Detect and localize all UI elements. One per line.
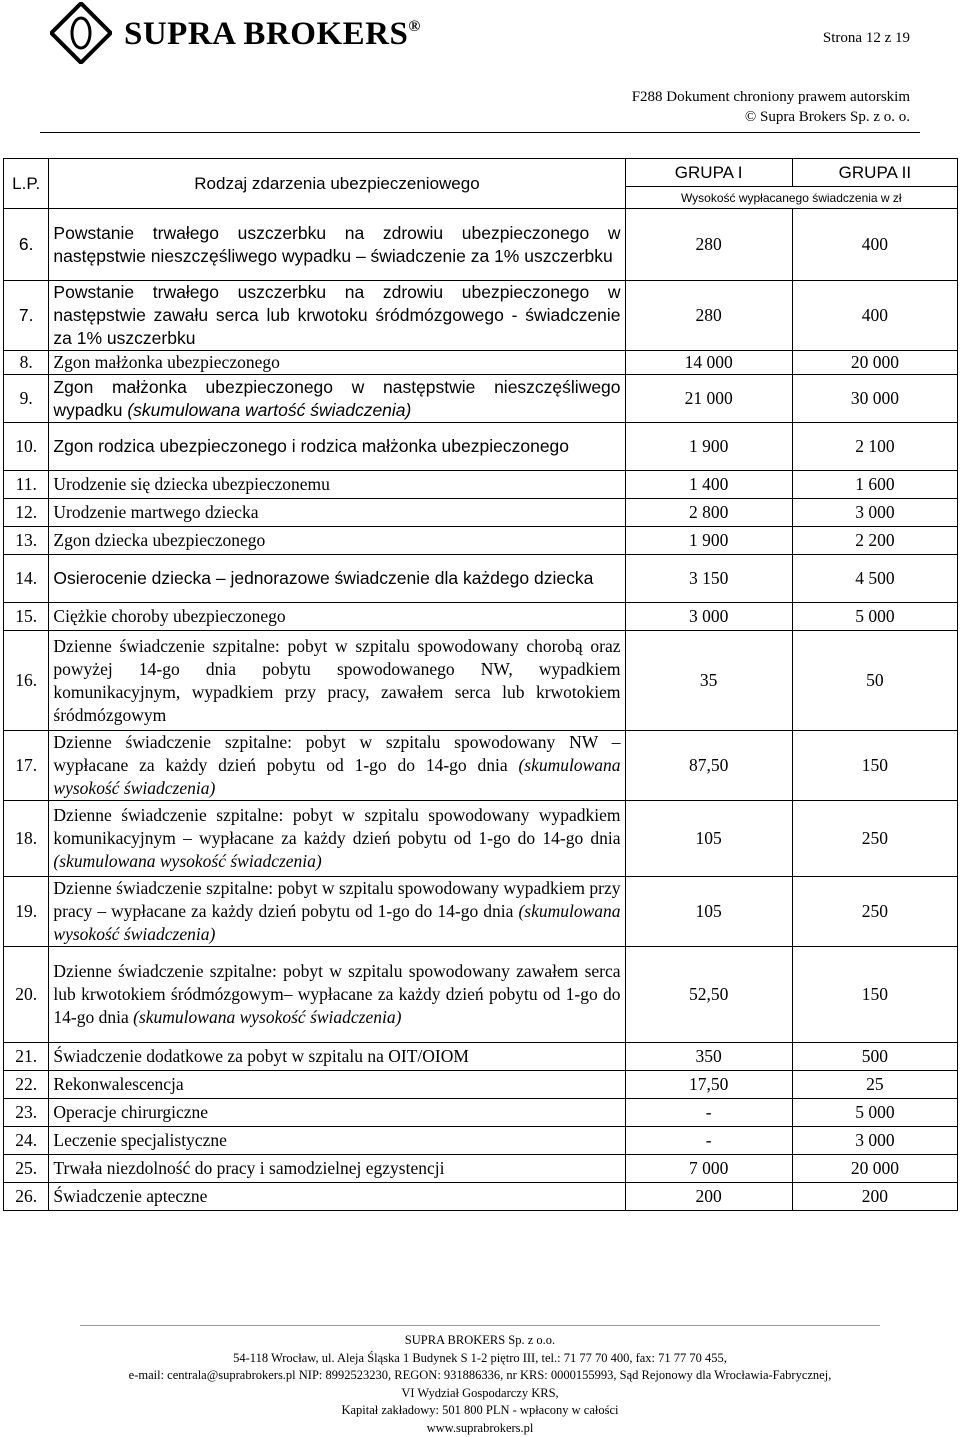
group-2-amount: 30 000 <box>792 375 957 423</box>
event-description-note: (skumulowana wysokość świadczenia) <box>133 1007 401 1027</box>
event-description-text: Ciężkie choroby ubezpieczonego <box>53 606 285 626</box>
row-number: 11. <box>4 471 49 499</box>
row-number: 23. <box>4 1099 49 1127</box>
event-description <box>49 351 625 375</box>
table-body <box>4 209 958 1211</box>
page-number: Strona 12 z 19 <box>823 30 910 47</box>
table-row <box>4 1183 958 1211</box>
document-notice-line1: F288 Dokument chroniony prawem autorskim <box>632 87 910 107</box>
group-1-amount: 280 <box>625 281 792 351</box>
group-1-amount: 7 000 <box>625 1155 792 1183</box>
table-row <box>4 731 958 801</box>
group-2-amount: 250 <box>792 877 957 947</box>
group-1-amount: 3 000 <box>625 603 792 631</box>
event-description <box>49 499 625 527</box>
header-divider <box>40 132 920 133</box>
table-row <box>4 947 958 1043</box>
event-description-text: Operacje chirurgiczne <box>53 1102 208 1122</box>
table-row <box>4 209 958 281</box>
event-description <box>49 555 625 603</box>
footer-company-name: SUPRA BROKERS Sp. z o.o. <box>0 1332 960 1350</box>
row-number: 6. <box>4 209 49 281</box>
row-number: 8. <box>4 351 49 375</box>
supra-brokers-logo <box>50 2 112 64</box>
event-description-text: Rekonwalescencja <box>53 1074 183 1094</box>
table-row <box>4 1071 958 1099</box>
group-1-amount: 3 150 <box>625 555 792 603</box>
table-row <box>4 423 958 471</box>
event-description-text: Urodzenie się dziecka ubezpieczonemu <box>53 474 329 494</box>
row-number: 24. <box>4 1127 49 1155</box>
group-1-amount: 52,50 <box>625 947 792 1043</box>
table-row <box>4 801 958 877</box>
footer-address: 54-118 Wrocław, ul. Aleja Śląska 1 Budynek S 1-2 piętro III, tel.: 71 77 70 400, fax: 71 77 70 455, <box>0 1350 960 1368</box>
group-1-amount: 1 900 <box>625 423 792 471</box>
row-number: 26. <box>4 1183 49 1211</box>
footer-divider <box>80 1325 880 1326</box>
row-number: 14. <box>4 555 49 603</box>
event-description-text: Leczenie specjalistyczne <box>53 1130 226 1150</box>
row-number: 21. <box>4 1043 49 1071</box>
column-header-lp: L.P. <box>4 159 49 209</box>
table-row <box>4 1127 958 1155</box>
event-description-text: Osierocenie dziecka – jednorazowe świadczenie dla każdego dziecka <box>53 568 593 588</box>
group-2-amount: 4 500 <box>792 555 957 603</box>
event-description-text: Świadczenie dodatkowe za pobyt w szpitalu na OIT/OIOM <box>53 1046 469 1066</box>
event-description-text: Powstanie trwałego uszczerbku na zdrowiu ubezpieczonego w następstwie nieszczęśliwego wypadku – świadczenie za 1% uszczerbku <box>53 223 620 266</box>
row-number: 17. <box>4 731 49 801</box>
row-number: 20. <box>4 947 49 1043</box>
table-row <box>4 1099 958 1127</box>
group-2-amount: 5 000 <box>792 1099 957 1127</box>
group-1-amount: - <box>625 1127 792 1155</box>
group-1-amount: 87,50 <box>625 731 792 801</box>
group-2-amount: 400 <box>792 209 957 281</box>
benefits-table <box>3 158 958 1211</box>
event-description <box>49 1183 625 1211</box>
table-row <box>4 1043 958 1071</box>
group-2-amount: 200 <box>792 1183 957 1211</box>
row-number: 15. <box>4 603 49 631</box>
group-1-amount: 1 400 <box>625 471 792 499</box>
document-notice <box>632 87 910 127</box>
row-number: 16. <box>4 631 49 731</box>
row-number: 25. <box>4 1155 49 1183</box>
table-row <box>4 375 958 423</box>
column-header-event-type: Rodzaj zdarzenia ubezpieczeniowego <box>49 159 625 209</box>
event-description-note: (skumulowana wartość świadczenia) <box>127 400 411 420</box>
row-number: 9. <box>4 375 49 423</box>
event-description <box>49 471 625 499</box>
event-description <box>49 423 625 471</box>
table-row <box>4 603 958 631</box>
event-description-text: Zgon małżonka ubezpieczonego w następstwie nieszczęśliwego wypadku <box>53 377 620 420</box>
table-row <box>4 281 958 351</box>
group-2-amount: 500 <box>792 1043 957 1071</box>
event-description-text: Trwała niezdolność do pracy i samodzielnej egzystencji <box>53 1158 444 1178</box>
event-description <box>49 1071 625 1099</box>
row-number: 18. <box>4 801 49 877</box>
event-description-text: Dzienne świadczenie szpitalne: pobyt w szpitalu spowodowany wypadkiem komunikacyjnym – wypłacane za każdy dzień pobytu od 1-go do 14-go dnia <box>53 805 620 848</box>
table-row <box>4 1155 958 1183</box>
group-2-amount: 25 <box>792 1071 957 1099</box>
table-row <box>4 555 958 603</box>
table-row <box>4 499 958 527</box>
event-description-text: Powstanie trwałego uszczerbku na zdrowiu ubezpieczonego w następstwie zawału serca lub krwotoku śródmózgowego - świadczenie za 1% uszczerbku <box>53 282 620 348</box>
row-number: 7. <box>4 281 49 351</box>
footer-registration: e-mail: centrala@suprabrokers.pl NIP: 8992523230, REGON: 931886336, nr KRS: 0000155993, Sąd Rejonowy dla Wrocławia-Fabrycznej, <box>0 1367 960 1385</box>
event-description-text: Dzienne świadczenie szpitalne: pobyt w szpitalu spowodowany wypadkiem przy pracy – wypłacane za każdy dzień pobytu od 1-go do 14-go dnia <box>53 878 620 921</box>
group-1-amount: - <box>625 1099 792 1127</box>
row-number: 12. <box>4 499 49 527</box>
column-header-group-1: GRUPA I <box>625 159 792 187</box>
event-description-text: Zgon małżonka ubezpieczonego <box>53 352 279 372</box>
event-description <box>49 209 625 281</box>
table-row <box>4 351 958 375</box>
group-1-amount: 105 <box>625 877 792 947</box>
group-2-amount: 250 <box>792 801 957 877</box>
document-notice-line2: © Supra Brokers Sp. z o. o. <box>632 107 910 127</box>
event-description <box>49 631 625 731</box>
event-description-text: Zgon rodzica ubezpieczonego i rodzica małżonka ubezpieczonego <box>53 436 569 456</box>
group-2-amount: 2 100 <box>792 423 957 471</box>
event-description <box>49 603 625 631</box>
brand-name: SUPRA BROKERS® <box>124 16 421 53</box>
group-1-amount: 2 800 <box>625 499 792 527</box>
event-description <box>49 527 625 555</box>
group-1-amount: 35 <box>625 631 792 731</box>
footer-court-division: VI Wydział Gospodarczy KRS, <box>0 1385 960 1403</box>
event-description-note: (skumulowana wysokość świadczenia) <box>53 851 321 871</box>
group-1-amount: 21 000 <box>625 375 792 423</box>
event-description-text: Dzienne świadczenie szpitalne: pobyt w szpitalu spowodowany zawałem serca lub krwotokiem śródmózgowym– wypłacane za każdy dzień pobytu od 1-go do 14-go dnia <box>53 961 620 1027</box>
group-1-amount: 350 <box>625 1043 792 1071</box>
group-2-amount: 50 <box>792 631 957 731</box>
group-2-amount: 3 000 <box>792 499 957 527</box>
footer-share-capital: Kapitał zakładowy: 501 800 PLN - wpłacony w całości <box>0 1402 960 1420</box>
table-row <box>4 631 958 731</box>
event-description <box>49 731 625 801</box>
table-row <box>4 877 958 947</box>
row-number: 13. <box>4 527 49 555</box>
event-description-note: (skumulowana wysokość świadczenia) <box>53 755 620 798</box>
event-description <box>49 1043 625 1071</box>
event-description <box>49 1127 625 1155</box>
event-description <box>49 801 625 877</box>
group-2-amount: 3 000 <box>792 1127 957 1155</box>
row-number: 10. <box>4 423 49 471</box>
column-header-group-2: GRUPA II <box>792 159 957 187</box>
event-description <box>49 877 625 947</box>
company-footer <box>0 1332 960 1437</box>
group-1-amount: 200 <box>625 1183 792 1211</box>
group-1-amount: 14 000 <box>625 351 792 375</box>
row-number: 19. <box>4 877 49 947</box>
footer-website: www.suprabrokers.pl <box>0 1420 960 1437</box>
group-2-amount: 150 <box>792 731 957 801</box>
table-row <box>4 527 958 555</box>
group-1-amount: 1 900 <box>625 527 792 555</box>
event-description <box>49 1099 625 1127</box>
event-description <box>49 947 625 1043</box>
group-1-amount: 280 <box>625 209 792 281</box>
group-1-amount: 105 <box>625 801 792 877</box>
group-2-amount: 20 000 <box>792 1155 957 1183</box>
group-2-amount: 20 000 <box>792 351 957 375</box>
event-description-text: Zgon dziecka ubezpieczonego <box>53 530 265 550</box>
event-description-text: Urodzenie martwego dziecka <box>53 502 258 522</box>
column-header-benefit-amount: Wysokość wypłacanego świadczenia w zł <box>625 187 957 209</box>
group-1-amount: 17,50 <box>625 1071 792 1099</box>
event-description-text: Dzienne świadczenie szpitalne: pobyt w szpitalu spowodowany NW – wypłacane za każdy dzień pobytu od 1-go do 14-go dnia <box>53 732 620 775</box>
event-description-note: (skumulowana wysokość świadczenia) <box>53 901 620 944</box>
event-description <box>49 1155 625 1183</box>
event-description-text: Świadczenie apteczne <box>53 1186 207 1206</box>
group-2-amount: 400 <box>792 281 957 351</box>
row-number: 22. <box>4 1071 49 1099</box>
event-description <box>49 375 625 423</box>
group-2-amount: 1 600 <box>792 471 957 499</box>
group-2-amount: 2 200 <box>792 527 957 555</box>
group-2-amount: 150 <box>792 947 957 1043</box>
group-2-amount: 5 000 <box>792 603 957 631</box>
event-description <box>49 281 625 351</box>
event-description-text: Dzienne świadczenie szpitalne: pobyt w szpitalu spowodowany chorobą oraz powyżej 14-go dnia pobytu spowodowanego NW, wypadkiem komunikacyjnym, wypadkiem przy pracy, zawałem serca lub krwotokiem śródmózgowym <box>53 636 620 725</box>
table-row <box>4 471 958 499</box>
